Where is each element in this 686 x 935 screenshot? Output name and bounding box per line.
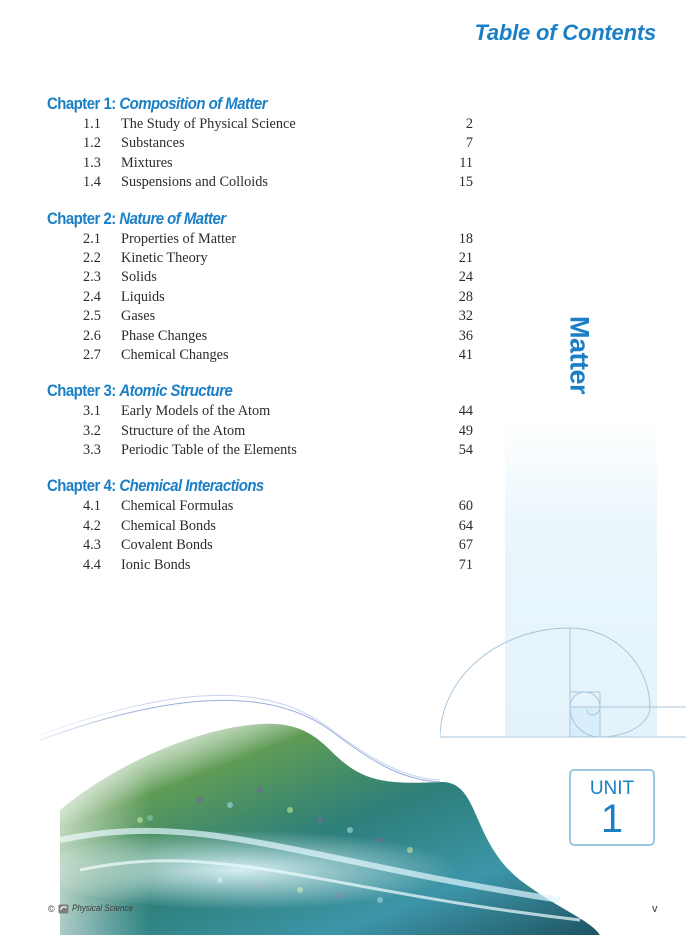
section-row[interactable] [47,346,473,365]
section-page: 41 [458,346,473,363]
section-page: 67 [458,537,473,554]
chapter-heading[interactable] [47,92,422,115]
section-title: Mixtures [121,154,173,171]
section-number: 3.3 [83,442,101,459]
section-row[interactable] [47,154,473,173]
section-title: Suspensions and Colloids [121,174,268,191]
unit-number: 1 [600,797,624,841]
copyright-symbol: © [48,903,55,914]
chapter-3 [47,379,473,460]
section-page: 64 [458,517,473,534]
section-page: 7 [465,135,473,152]
section-number: 4.2 [83,517,101,534]
section-row[interactable] [47,327,473,346]
section-row[interactable] [47,497,473,516]
section-number: 2.5 [83,308,101,325]
section-number: 1.1 [83,116,101,132]
section-title: Properties of Matter [121,230,237,247]
chapter-heading[interactable] [47,379,422,402]
section-row[interactable] [47,115,473,134]
section-title: Phase Changes [121,327,208,344]
contents-list [47,92,473,589]
section-row[interactable] [47,441,473,460]
section-number: 1.4 [83,174,101,191]
section-number: 4.3 [83,537,101,554]
section-title: Chemical Formulas [121,498,234,515]
section-title: Structure of the Atom [121,422,246,439]
section-page: 60 [458,498,473,515]
chapter-prefix: Chapter 3: [47,381,120,401]
section-page: 54 [458,442,473,459]
section-row[interactable] [47,268,473,287]
chapter-prefix: Chapter 2: [47,208,120,228]
section-page: 15 [458,174,473,191]
section-row[interactable] [47,556,473,575]
section-number: 2.3 [83,269,101,286]
section-row[interactable] [47,173,473,192]
chapter-4 [47,474,473,575]
section-page: 28 [458,288,473,305]
chapter-prefix: Chapter 4: [47,476,120,496]
section-page: 71 [458,556,473,573]
section-title: Periodic Table of the Elements [121,442,297,459]
section-title: Substances [121,135,185,152]
golden-spiral-graphic [440,600,686,740]
section-row[interactable] [47,249,473,268]
chapter-2 [47,207,473,366]
section-title: Ionic Bonds [121,556,191,573]
chapter-name: Nature of Matter [119,208,226,228]
section-page: 24 [458,269,473,286]
section-row[interactable] [47,230,473,249]
chapter-name: Composition of Matter [119,94,267,113]
section-page: 2 [465,116,473,132]
chapter-heading[interactable] [47,474,422,497]
section-page: 11 [459,154,473,171]
section-number: 3.1 [83,403,101,420]
section-number: 3.2 [83,422,101,439]
footer-credit [48,903,143,914]
section-title: Kinetic Theory [121,249,208,266]
section-title: Chemical Changes [121,346,229,363]
section-page: 32 [458,308,473,325]
section-number: 4.1 [83,498,101,515]
section-title: The Study of Physical Science [121,116,296,132]
section-page: 21 [458,249,473,266]
section-title: Early Models of the Atom [121,403,271,420]
section-title: Chemical Bonds [121,517,216,534]
chapter-heading[interactable] [47,207,422,230]
section-number: 2.4 [83,288,101,305]
section-number: 4.4 [83,556,101,573]
chapter-prefix: Chapter 1: [47,94,120,113]
section-number: 2.1 [83,230,101,247]
section-title: Liquids [121,288,165,305]
chapter-1 [47,92,473,193]
section-row[interactable] [47,134,473,153]
section-row[interactable] [47,307,473,326]
section-row[interactable] [47,402,473,421]
section-number: 2.6 [83,327,101,344]
section-number: 1.2 [83,135,101,152]
page-number: v [652,903,658,915]
section-page: 36 [458,327,473,344]
section-number: 1.3 [83,154,101,171]
section-page: 44 [458,403,473,420]
unit-badge [569,769,655,846]
unit-side-label [564,300,595,410]
section-row[interactable] [47,536,473,555]
section-row[interactable] [47,288,473,307]
section-number: 2.7 [83,346,101,363]
chapter-name: Chemical Interactions [119,476,264,496]
section-title: Covalent Bonds [121,537,213,554]
publisher-name: Physical Science [71,903,133,914]
section-page: 49 [458,422,473,439]
section-row[interactable] [47,422,473,441]
publisher-logo-icon [58,904,69,914]
section-title: Gases [121,308,156,325]
page-title: Table of Contents [474,20,656,45]
chapter-name: Atomic Structure [119,381,233,401]
unit-word: UNIT [589,778,635,799]
section-row[interactable] [47,517,473,536]
section-number: 2.2 [83,249,101,266]
section-title: Solids [121,269,157,286]
section-page: 18 [458,230,473,247]
unit-side-label-text: Matter [564,315,595,395]
